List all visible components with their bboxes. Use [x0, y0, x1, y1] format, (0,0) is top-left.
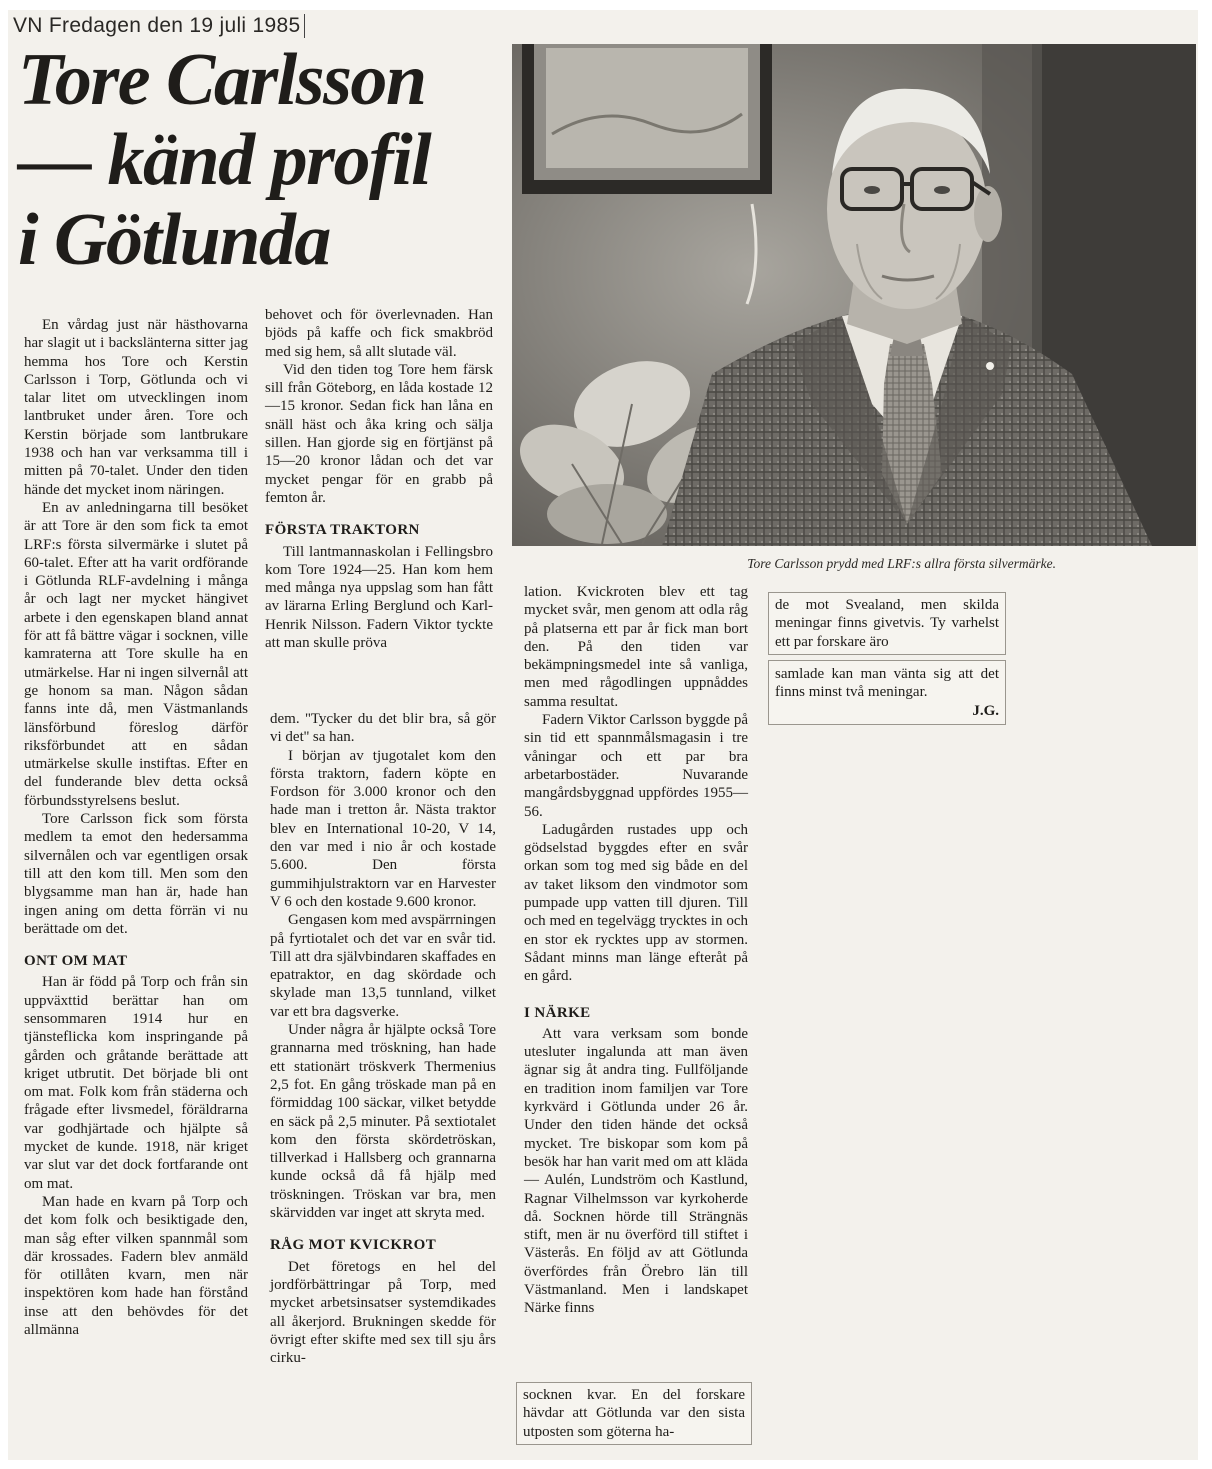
- subheading-ont-om-mat: ONT OM MAT: [24, 953, 128, 970]
- article-column-4-top: [768, 592, 1006, 655]
- article-column-4-end: [768, 660, 1006, 725]
- paragraph: behovet och för överlevnaden. Han bjöds på kaffe och fick smakbröd med sig hem, så allt slutade väl.: [265, 307, 493, 360]
- subheading-rag-mot-kvickrot: RÅG MOT KVICKROT: [270, 1237, 437, 1254]
- paragraph: Gengasen kom med avspärrningen på fyrtiotalet och det var en svår tid. Till att dra självbindaren skaffades en epatraktor, en dag skördade och skylade man 13,5 tunnland, vilket var ett bra dagsverke.: [270, 912, 496, 1020]
- paragraph: Att vara verksam som bonde utesluter ingalunda att man även ägnar sig åt andra ting. Fullföljande en tradition inom familjen var Tore kyrkvärd i Götlunda under 26 år. Under den tiden hände det också mycket. Tre biskopar som kom på besök har han varit med om att kläda — Aulén, Lundström och Kastlund, Ragnar Vilhelmsson var kyrkoherde då. Socknen hörde till Strängnäs stift, men är nu överförd till stiftet i Västerås. En följd av att Götlunda överfördes från Örebro län till Västmanland. Men i landskapet Närke finns: [524, 1025, 748, 1317]
- paragraph: Fadern Viktor Carlsson byggde på sin tid ett spannmålsmagasin i tre våningar och ett par bra arbetarbostäder. Nuvarande mangårdsbyggnad uppfördes 1955—56.: [524, 712, 748, 820]
- paragraph: Under några år hjälpte också Tore grannarna med tröskning, han hade ett stationärt tröskverk Thermenius 2,5 fot. En gång tröskade man på en förmiddag 100 säckar, vilket betydde en säck på 2,5 minuter. På sextiotalet kom den första skördetröskan, tillverkad i Hallsberg och grannarna kunde också då få hjälp med tröskningen. Tröskan var bra, men skärvidden var inget att skryta med.: [270, 1022, 496, 1222]
- date-line: VN Fredagen den 19 juli 1985: [13, 14, 305, 38]
- headline-line-1: Tore Carlsson: [18, 39, 426, 121]
- paragraph: samlade kan man vänta sig att det finns minst två meningar.: [775, 666, 999, 701]
- paragraph: dem. ''Tycker du det blir bra, så gör vi det'' sa han.: [270, 711, 496, 746]
- paragraph: de mot Svealand, men skilda meningar finns givetvis. Ty varhelst ett par forskare äro: [775, 597, 999, 650]
- headline-line-2: — känd profil: [18, 119, 431, 201]
- article-column-3-continuation: [516, 1382, 752, 1445]
- article-column-1: [24, 316, 248, 1339]
- paragraph: socknen kvar. En del forskare hävdar att Götlunda var den sista utposten som göterna ha-: [523, 1387, 745, 1440]
- paragraph: Det företogs en hel del jordförbättringar på Torp, med mycket arbetsinsatser systemdikades all åkerjord. Brukningen skedde för övrigt efter skifte med sex till sju års cirku-: [270, 1258, 496, 1367]
- headline-line-3: i Götlunda: [18, 199, 330, 281]
- article-column-3: [524, 583, 748, 1318]
- paragraph: Till lantmannaskolan i Fellingsbro kom Tore 1924—25. Han kom hem med många nya uppslag som han fått av lärarna Erling Berglund och Karl-Henrik Nilsson. Fadern Viktor tyckte att man skulle pröva: [265, 543, 493, 652]
- paragraph: Man hade en kvarn på Torp och det kom folk och besiktigade den, man såg efter vilken spannmål som där krossades. Fadern blev anmäld för otillåten kvarn, men när inspektören kom hade han förstånd inse att den behövdes för det allmänna: [24, 1193, 248, 1339]
- paragraph: Tore Carlsson fick som första medlem ta emot den hedersamma silvernålen och var egentligen orsak till att den kom till. Men som den blygsamme man han är, hade han ingen aning om detta förrän vi nu berättade om det.: [24, 811, 248, 937]
- paragraph: Ladugården rustades upp och gödselstad byggdes efter en svår orkan som tog med sig både en del av taket liksom den vindmotor som pumpade upp vatten till djuren. Till och med en tegelvägg trycktes in och en stor ek rycktes upp av stormen. Sådant minns man länge efteråt på en gård.: [524, 821, 748, 985]
- photo-caption: Tore Carlsson prydd med LRF:s allra första silvermärke.: [747, 556, 1056, 571]
- paragraph: Han är född på Torp och från sin uppväxttid berättar han om sensommaren 1914 hur en tjänsteflicka kom inspringande på gården och gråtande berättade att kriget utbrutit. Det började bli ont om mat. Folk kom från städerna och frågade efter livsmedel, föräldrarna var godhjärtade och hjälpte så mycket de kunde. 1918, när kriget var slut var det dock fortfarande ont om mat.: [24, 974, 248, 1192]
- paragraph: I början av tjugotalet kom den första traktorn, fadern köpte en Fordson för 3.000 kronor och den hade man i tretton år. Nästa traktor blev en International 10-20, V 14, den var med i nio år och kostade 5.600. Den första gummihjulstraktorn var en Harvester V 6 och den kostade 9.600 kronor.: [270, 747, 496, 910]
- subheading-i-narke: I NÄRKE: [524, 1004, 591, 1021]
- paragraph: En vårdag just när hästhovarna har slagit ut i backslänterna sitter jag hemma hos Tore och Kerstin Carlsson i Torp, Götlunda och vi talar litet om utvecklingen inom lantbruket under åren. Tore och Kerstin började som lantbrukare 1938 och han var verksamma till i mitten på 70-talet. Under den tiden hände det mycket inom näringen.: [24, 317, 248, 498]
- paragraph: Vid den tiden tog Tore hem färsk sill från Göteborg, en låda kostade 12—15 kronor. Sedan fick han låna en snäll häst och åka kring och sälja sillen. Han gjorde sig en förtjänst på 15—20 kronor lådan och det var mycket pengar för en grabb på femton år.: [265, 361, 493, 506]
- author-signature: J.G.: [972, 702, 999, 719]
- paragraph: lation. Kvickroten blev ett tag mycket svår, men genom att odla råg på platserna ett par år fick man bort den. På den tiden var bekämpningsmedel inte så vanliga, men med rågodlingen uppnåddes samma resultat.: [524, 584, 748, 710]
- headline: [18, 40, 508, 280]
- portrait-illustration: [512, 44, 1196, 546]
- article-column-2-top: [265, 306, 493, 652]
- portrait-photo: [512, 44, 1196, 546]
- subheading-forsta-traktorn: FÖRSTA TRAKTORN: [265, 522, 420, 539]
- article-column-2-bottom: [270, 710, 496, 1367]
- paragraph: En av anledningarna till besöket är att Tore är den som fick ta emot LRF:s första silvermärke i slutet på 60-talet. Efter att ha varit ordförande i Götlunda RLF-avdelning i många år och lagt ner mycket hängivet arbete i den egenskapen bland annat för att få bättre vägar i socknen, ville kamraterna att Tore skulle ha en utmärkelse. Har ni ingen silvernål att ge honom sa man. Någon sådan fanns inte då, men Västmanlands länsförbund föreslog därför riksförbundet att en sådan utmärkelse skulle instiftas. Efter en del funderande blev detta också förbundsstyrelsens beslut.: [24, 499, 248, 809]
